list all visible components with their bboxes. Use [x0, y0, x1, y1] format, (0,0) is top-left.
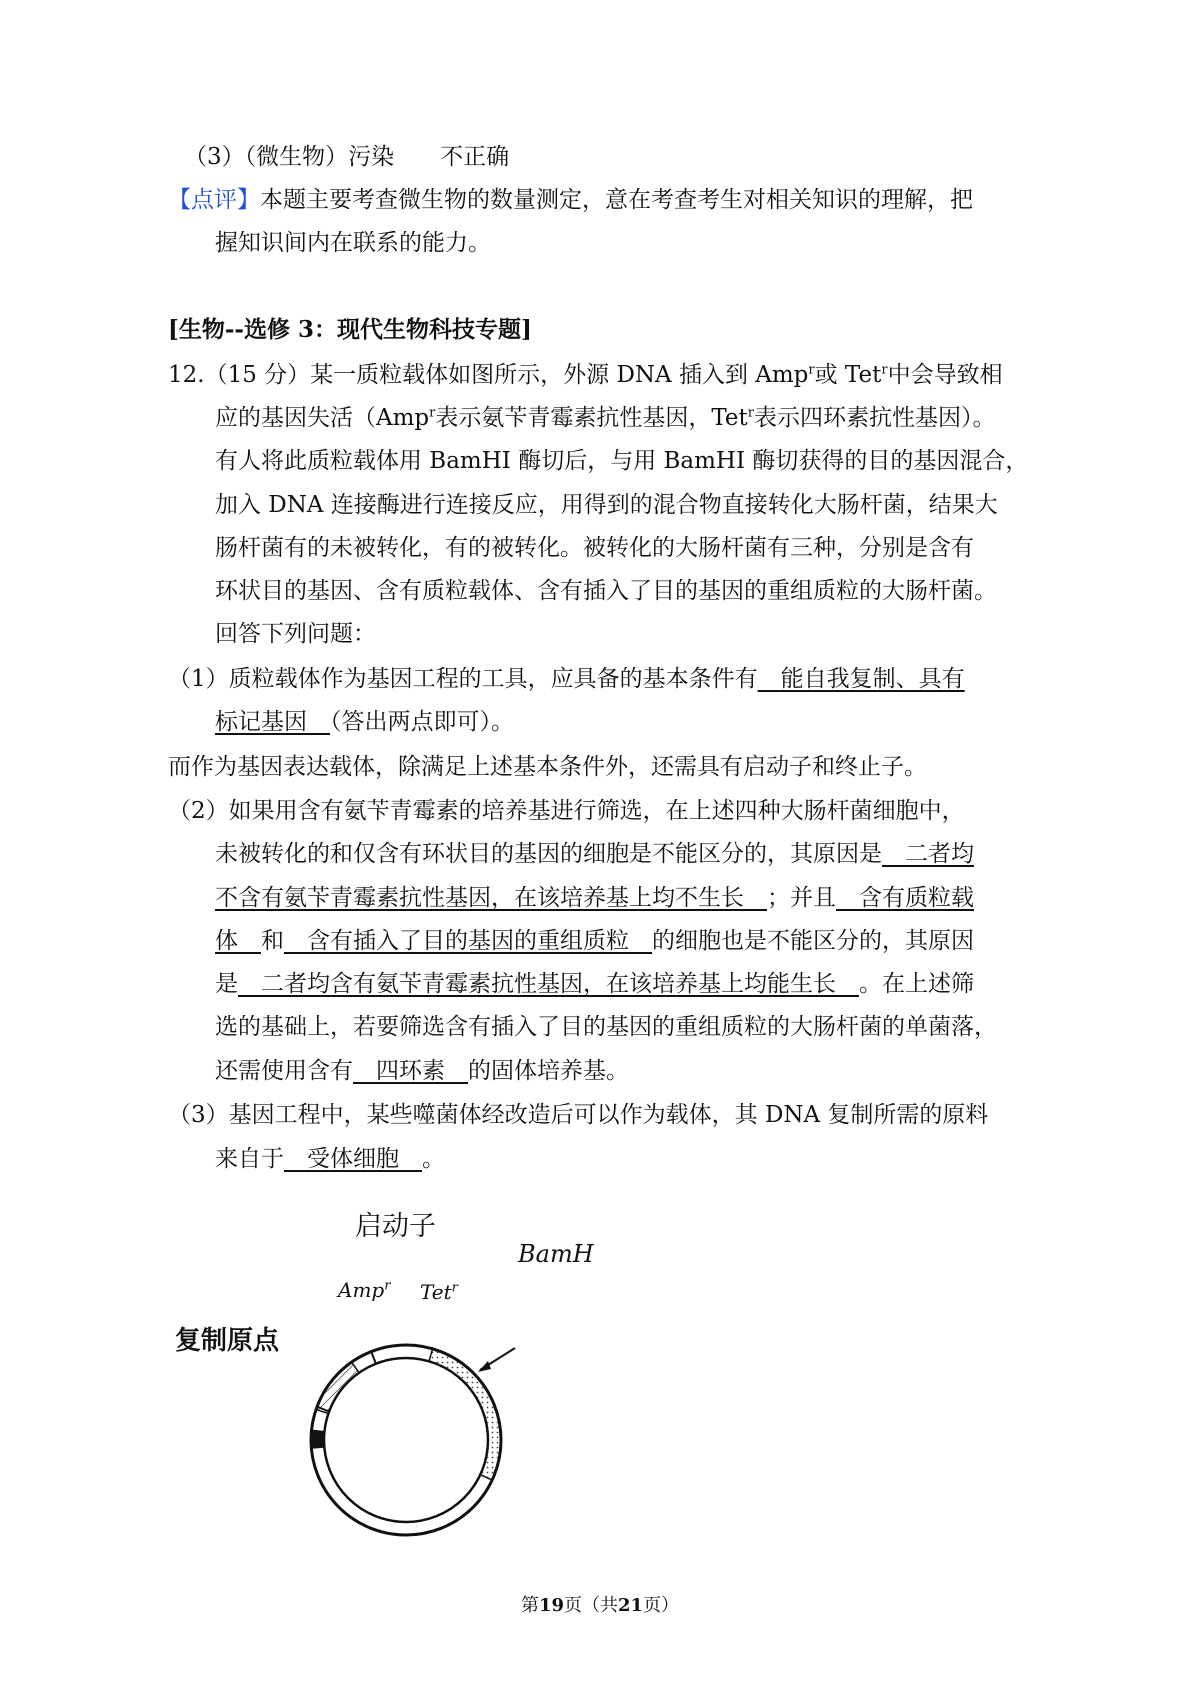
prev-answer-3: （3）（微生物）污染 不正确	[184, 144, 510, 170]
footer-page: 19	[538, 1595, 564, 1616]
tet-sup: r	[451, 1280, 458, 1296]
q12-l2c: 表示四环素抗性基因）。	[754, 405, 996, 431]
q12-l2a: 应的基因失活（Amp	[215, 405, 430, 431]
footer-mid: 页（共	[564, 1595, 618, 1616]
ori-label: 复制原点	[175, 1326, 280, 1356]
part2-line-5	[215, 969, 974, 999]
part2-line-2	[215, 839, 974, 869]
q12-line-7: 回答下列问题：	[215, 621, 376, 647]
q12-l1c: 中会导致相	[887, 362, 1003, 388]
part2-answer-3: 含有插入了目的基因的重组质粒	[284, 928, 652, 954]
q12-line-6: 环状目的基因、含有质粒载体、含有插入了目的基因的重组质粒的大肠杆菌。	[215, 578, 997, 604]
tet-text: Tet	[420, 1280, 452, 1304]
sup-r: r	[881, 362, 888, 378]
tet-label	[420, 1280, 458, 1304]
part2-line-4	[215, 926, 974, 956]
q12-l1b: 或 Tet	[814, 362, 882, 388]
part1-l2b: （答出两点即可）。	[330, 709, 514, 735]
part3-line-1: （3）基因工程中，某些噬菌体经改造后可以作为载体，其 DNA 复制所需的原料	[168, 1102, 989, 1128]
part2-l7a: 还需使用含有	[215, 1058, 353, 1084]
bamh-arrow-head	[478, 1361, 491, 1372]
ori-block	[311, 1430, 325, 1448]
part1-answer-b: 标记基因	[215, 709, 330, 735]
bamh-label: BamH	[518, 1240, 594, 1268]
page-footer	[0, 1591, 1200, 1617]
promoter-label: 启动子	[355, 1211, 436, 1242]
part2-line-1: （2）如果用含有氨苄青霉素的培养基进行筛选，在上述四种大肠杆菌细胞中，	[168, 798, 965, 824]
q12-line-4: 加入 DNA 连接酶进行连接反应，用得到的混合物直接转化大肠杆菌，结果大	[215, 492, 998, 518]
part2-l7c: 的固体培养基。	[468, 1058, 629, 1084]
sup-r: r	[747, 405, 755, 421]
comment-tag: 【点评】	[168, 187, 260, 213]
part1-line-3: 而作为基因表达载体，除满足上述基本条件外，还需具有启动子和终止子。	[168, 754, 927, 780]
part1-answer-a: 能自我复制、具有	[757, 666, 965, 692]
part2-l5c: 。在上述筛	[859, 971, 974, 997]
footer-suffix: 页）	[643, 1595, 680, 1616]
part2-line-7	[215, 1056, 629, 1086]
plasmid-inner-ring	[324, 1358, 488, 1522]
q12-line-3: 有人将此质粒载体用 BamHI 酶切后，与用 BamHI 酶切获得的目的基因混合，	[215, 448, 1029, 474]
part2-answer-1b: 不含有氨苄青霉素抗性基因，在该培养基上均不生长	[215, 885, 767, 911]
part2-l3b: ；并且	[767, 885, 836, 911]
part3-l2a: 来自于	[215, 1146, 284, 1172]
part2-answer-2b: 体	[215, 928, 261, 954]
q12-line-2	[215, 403, 996, 433]
sup-r: r	[429, 405, 436, 421]
part1-line-2	[215, 707, 514, 737]
amp-label	[338, 1278, 390, 1302]
part3-l2c: 。	[422, 1146, 445, 1172]
amp-sup: r	[384, 1278, 391, 1294]
part2-l2a: 未被转化的和仅含有环状目的基因的细胞是不能区分的，其原因是	[215, 841, 882, 867]
promoter-tick-1	[371, 1351, 376, 1364]
part1-line-1	[168, 664, 965, 694]
comment-line-1	[168, 185, 973, 215]
part2-l4d: 的细胞也是不能区分的，其原因	[652, 928, 974, 954]
section-title: [生物--选修 3：现代生物科技专题]	[168, 316, 532, 343]
q12-line-5: 肠杆菌有的未被转化，有的被转化。被转化的大肠杆菌有三种，分别是含有	[215, 535, 974, 561]
comment-text-1: 本题主要考查微生物的数量测定，意在考查考生对相关知识的理解，把	[260, 187, 973, 213]
part2-line-3	[215, 883, 974, 913]
part2-line-6: 选的基础上，若要筛选含有插入了目的基因的重组质粒的大肠杆菌的单菌落，	[215, 1014, 997, 1040]
footer-total: 21	[618, 1595, 644, 1616]
footer-prefix: 第	[520, 1595, 539, 1616]
q12-l2b: 表示氨苄青霉素抗性基因，Tet	[435, 405, 748, 431]
q12-line-1	[168, 360, 1003, 390]
part2-l4b: 和	[261, 928, 284, 954]
q12-l1a: 12.（15 分）某一质粒载体如图所示，外源 DNA 插入到 Amp	[168, 362, 809, 388]
part2-answer-4: 二者均含有氨苄青霉素抗性基因，在该培养基上均能生长	[238, 971, 859, 997]
part3-line-2	[215, 1144, 445, 1174]
amp-region	[316, 1362, 359, 1413]
part2-answer-5: 四环素	[353, 1058, 468, 1084]
part2-answer-2a: 含有质粒载	[836, 885, 974, 911]
part3-answer: 受体细胞	[284, 1146, 422, 1172]
plasmid-diagram	[175, 1211, 640, 1570]
amp-text: Amp	[338, 1278, 385, 1302]
part2-answer-1a: 二者均	[882, 841, 974, 867]
part1-l1a: （1）质粒载体作为基因工程的工具，应具备的基本条件有	[168, 666, 758, 692]
sup-r: r	[808, 362, 815, 378]
part2-l5a: 是	[215, 971, 238, 997]
comment-line-2: 握知识间内在联系的能力。	[215, 230, 491, 256]
